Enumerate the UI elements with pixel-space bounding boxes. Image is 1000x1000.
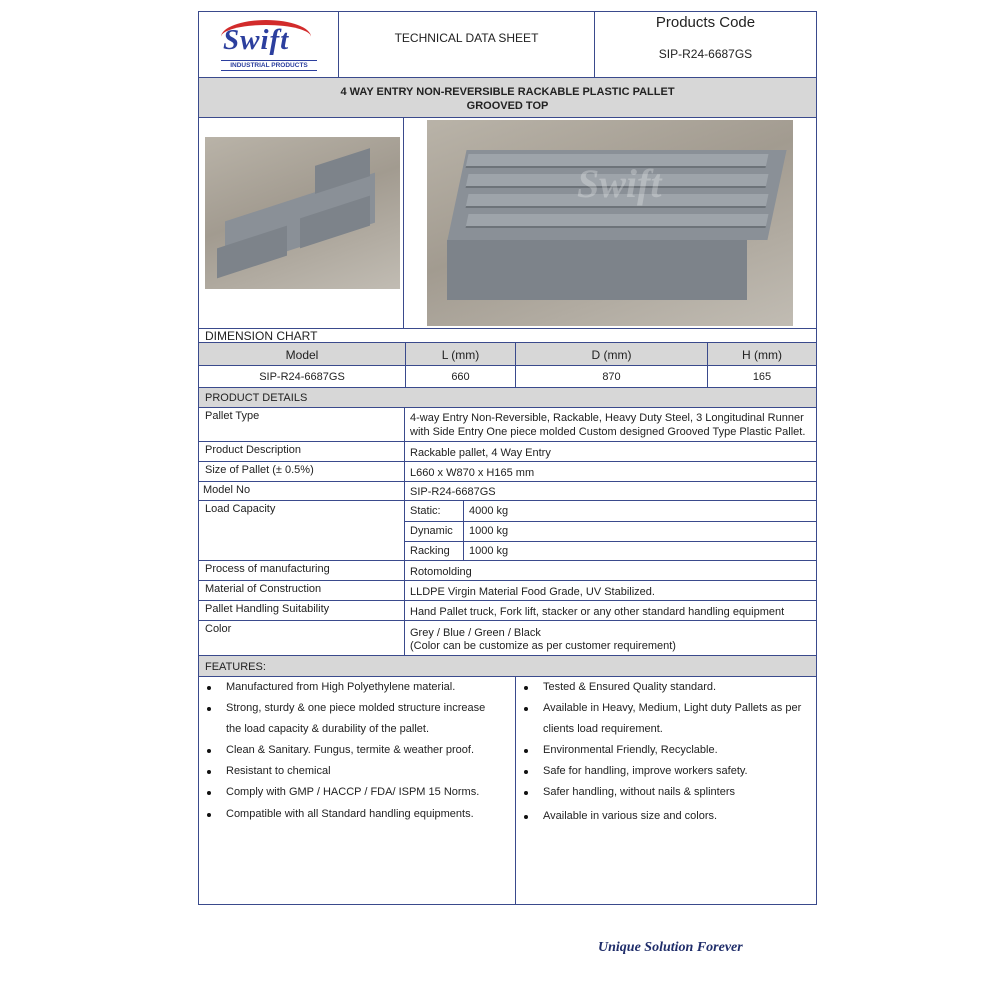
load-value: 1000 kg [469,545,509,557]
feature-item: Strong, sturdy & one piece molded structure increase [226,702,486,714]
dim-depth-value: 870 [602,371,621,383]
color-value-line1: Grey / Blue / Green / Black [410,627,541,639]
detail-row-pallet-type [199,408,816,442]
detail-row-size [199,462,816,482]
logo-cell [199,12,338,77]
products-code-value: SIP-R24-6687GS [658,47,753,61]
dim-height-value: 165 [752,371,772,383]
feature-item: Resistant to chemical [226,765,331,777]
color-value-line2: (Color can be customize as per customer requirement) [410,640,676,652]
bullet-icon [524,686,528,690]
details-heading: PRODUCT DETAILS [205,392,308,404]
feature-item: Environmental Friendly, Recyclable. [543,744,718,756]
pallet-photo-top [427,120,793,326]
feature-item: Clean & Sanitary. Fungus, termite & weather proof. [226,744,475,756]
dimension-header-row [199,343,816,366]
title-row [199,78,816,118]
load-row-dynamic [405,521,816,542]
handling-value: Hand Pallet truck, Fork lift, stacker or any other standard handling equipment [410,606,785,618]
color-label: Color [205,623,232,635]
dim-model-value: SIP-R24-6687GS [259,371,345,383]
description-value: Rackable pallet, 4 Way Entry [410,447,551,459]
feature-item: Comply with GMP / HACCP / FDA/ ISPM 15 Norms. [226,786,480,798]
size-value: L660 x W870 x H165 mm [410,467,535,479]
photo-divider [403,118,404,328]
handling-label: Pallet Handling Suitability [205,603,330,615]
process-label: Process of manufacturing [205,563,330,575]
description-label: Product Description [205,444,301,456]
bullet-icon [524,791,528,795]
pallet-type-value-line1: 4-way Entry Non-Reversible, Rackable, Heavy Duty Steel, 3 Longitudinal Runner [410,412,804,424]
bullet-icon [524,749,528,753]
bullet-icon [524,707,528,711]
feature-item-continued: the load capacity & durability of the pallet. [226,723,430,735]
bullet-icon [207,686,211,690]
pallet-type-label: Pallet Type [205,410,260,422]
detail-row-load-capacity [199,501,816,561]
features-body [199,677,816,904]
feature-item-continued: clients load requirement. [543,723,663,735]
load-type: Static: [410,505,441,517]
dim-length-value: 660 [451,371,470,383]
products-code-label: Products Code [655,14,756,31]
pallet-photo-side [205,137,400,289]
bullet-icon [207,770,211,774]
material-label: Material of Construction [205,583,322,595]
material-value: LLDPE Virgin Material Food Grade, UV Stabilized. [410,586,655,598]
col-height: H (mm) [742,348,782,362]
features-divider [515,677,516,904]
features-heading-row [199,656,816,677]
model-value: SIP-R24-6687GS [410,486,496,498]
footer-tagline: Unique Solution Forever [598,940,743,955]
load-capacity-table [404,501,816,560]
load-type: Racking [410,545,450,557]
detail-row-material [199,581,816,601]
logo-word: Swift [223,24,290,56]
feature-item: Manufactured from High Polyethylene material. [226,681,456,693]
header-row [199,12,816,78]
photo-watermark: Swift [577,161,662,206]
detail-row-process [199,561,816,581]
product-subtitle: GROOVED TOP [466,100,549,112]
load-type: Dynamic [410,525,453,537]
bullet-icon [207,813,211,817]
load-capacity-label: Load Capacity [205,503,276,515]
details-heading-row [199,388,816,408]
feature-item: Available in Heavy, Medium, Light duty Pallets as per [543,702,802,714]
col-model: Model [285,348,319,362]
feature-item: Available in various size and colors. [543,810,718,822]
load-value: 1000 kg [469,525,509,537]
bullet-icon [207,791,211,795]
dimension-value-row [199,366,816,388]
col-length: L (mm) [441,348,480,362]
detail-row-handling [199,601,816,621]
size-label: Size of Pallet (± 0.5%) [205,464,314,476]
feature-item: Safer handling, without nails & splinters [543,786,735,798]
detail-row-color [199,621,816,656]
bullet-icon [524,815,528,819]
products-code-cell [594,12,816,77]
bullet-icon [207,749,211,753]
col-depth: D (mm) [591,348,632,362]
swift-logo [219,20,317,70]
features-heading: FEATURES: [205,661,266,673]
bullet-icon [207,707,211,711]
detail-row-model [199,482,816,501]
process-value: Rotomolding [410,566,472,578]
doc-title-cell [338,12,594,77]
product-title: 4 WAY ENTRY NON-REVERSIBLE RACKABLE PLASTIC PALLET [340,86,675,98]
doc-title: TECHNICAL DATA SHEET [394,31,539,45]
feature-item: Compatible with all Standard handling equipments. [226,808,474,820]
feature-item: Tested & Ensured Quality standard. [543,681,717,693]
load-row-racking [405,541,816,560]
dimension-heading: DIMENSION CHART [205,329,318,343]
data-sheet [198,11,817,905]
load-row-static [405,501,816,522]
load-value: 4000 kg [469,505,509,517]
dimension-heading-row [199,329,816,343]
bullet-icon [524,770,528,774]
photos-row [199,118,816,329]
detail-row-description [199,442,816,462]
logo-subtitle: INDUSTRIAL PRODUCTS [221,60,317,71]
feature-item: Safe for handling, improve workers safety. [543,765,748,777]
pallet-type-value-line2: with Side Entry One piece molded Custom designed Grooved Type Plastic Pallet. [410,426,806,438]
model-label: Model No [203,484,251,496]
